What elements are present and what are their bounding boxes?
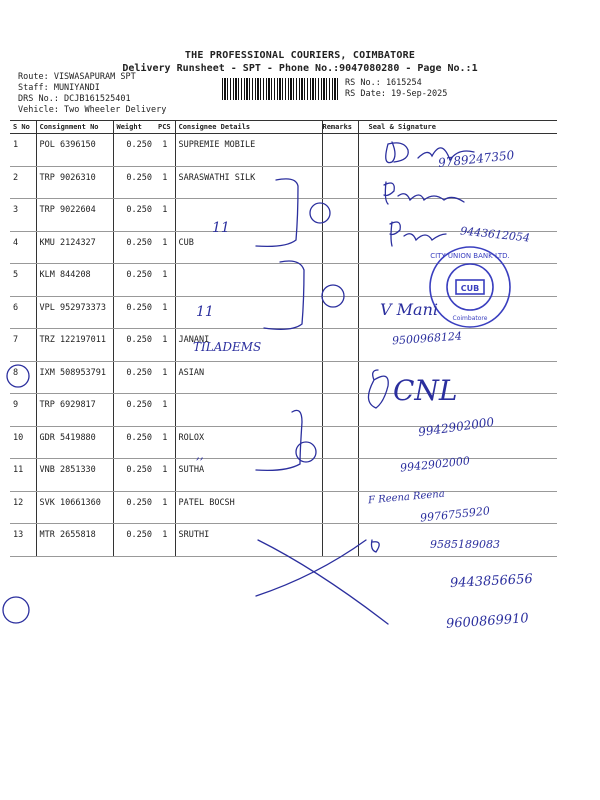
row-consignment-no: GDR 5419880 [36, 426, 113, 459]
row-sno: 3 [10, 199, 36, 232]
row-weight: 0.250 [113, 199, 155, 232]
row-pcs: 1 [155, 459, 175, 492]
row6-handwritten-consignee: TILADEMS [193, 340, 262, 354]
row-pcs: 1 [155, 329, 175, 362]
row-consignment-no: TRP 9022604 [36, 199, 113, 232]
row-consignment-no: POL 6396150 [36, 134, 113, 167]
vehicle-text: Vehicle: Two Wheeler Delivery [18, 105, 167, 115]
row1-handwritten-phone: 9789247350 [437, 148, 515, 170]
row11-handwritten-phone: 9585189083 [430, 538, 500, 551]
row8-bracket-mark [256, 410, 302, 470]
company-title: THE PROFESSIONAL COURIERS, COIMBATORE [184, 50, 416, 61]
col-sno-header: S No [10, 121, 36, 134]
row9-count-circle [296, 442, 316, 462]
row10-handwritten-phone: 9976755920 [419, 504, 491, 525]
row-pcs: 1 [155, 264, 175, 297]
row-consignee: SUTHA [175, 459, 322, 492]
row-consignee: SRUTHI [175, 524, 322, 557]
row-weight: 0.250 [113, 264, 155, 297]
col-consignment-header: Consignment No [36, 121, 113, 134]
row5-count-circle [322, 285, 344, 307]
row-sno: 5 [10, 264, 36, 297]
col-consignee-header: Consignee Details [175, 121, 322, 134]
staff-text: Staff: MUNIYANDI [18, 83, 100, 93]
row-sno: 10 [10, 426, 36, 459]
rs-date-text: RS Date: 19-Sep-2025 [345, 89, 448, 99]
row7-signature-8 [368, 370, 388, 408]
row-pcs: 1 [155, 361, 175, 394]
row-sno: 11 [10, 459, 36, 492]
row-consignment-no: VNB 2851330 [36, 459, 113, 492]
row-weight: 0.250 [113, 426, 155, 459]
drs-text: DRS No.: DCJB161525401 [18, 94, 131, 104]
row13-serial-circle [3, 597, 29, 623]
row-weight: 0.250 [113, 361, 155, 394]
route-text: Route: VISWASAPURAM SPT [18, 72, 136, 82]
stamp-location-text: Coimbatore [452, 315, 488, 322]
row13-handwritten-phone: 9600869910 [445, 611, 530, 632]
row-consignee: SARASWATHI SILK [175, 166, 322, 199]
row-pcs: 1 [155, 491, 175, 524]
row-sno: 12 [10, 491, 36, 524]
row-consignee: JANANI [175, 329, 322, 362]
row-pcs: 1 [155, 134, 175, 167]
row9-ditto-mark: ,, [196, 448, 204, 462]
row8-handwritten-phone: 9942902000 [417, 414, 495, 440]
row9-handwritten-phone: 9942902000 [399, 454, 471, 475]
row2-signature-scribble [384, 182, 464, 204]
row-pcs: 1 [155, 296, 175, 329]
row-consignee: SUPREMIE MOBILE [175, 134, 322, 167]
row-pcs: 1 [155, 524, 175, 557]
row-weight: 0.250 [113, 394, 155, 427]
row-consignment-no: MTR 2655818 [36, 524, 113, 557]
cross-out-stroke-1 [258, 540, 388, 624]
row-sno: 2 [10, 166, 36, 199]
row-pcs: 1 [155, 394, 175, 427]
row5-ditto-mark: 11 [196, 304, 214, 320]
row2-count-circle [310, 203, 330, 223]
row-consignment-no: VPL 952973373 [36, 296, 113, 329]
row-weight: 0.250 [113, 491, 155, 524]
cross-out-stroke-2 [256, 540, 366, 596]
row5-bracket-mark [264, 261, 304, 329]
col-weight-header: Weight [113, 121, 155, 134]
row-consignment-no: KLM 844208 [36, 264, 113, 297]
row-sno: 4 [10, 231, 36, 264]
row-consignment-no: TRP 9026310 [36, 166, 113, 199]
row3-signature-scribble [390, 222, 446, 246]
row-pcs: 1 [155, 199, 175, 232]
row-consignee: ROLOX [175, 426, 322, 459]
stamp-logo-text: CUB [460, 284, 480, 293]
row3-ditto-mark: 11 [212, 220, 230, 236]
row-sno: 9 [10, 394, 36, 427]
row-consignee: PATEL BOCSH [175, 491, 322, 524]
row-weight: 0.250 [113, 134, 155, 167]
col-remarks-header: Remarks [322, 121, 358, 134]
row-sno: 1 [10, 134, 36, 167]
row-weight: 0.250 [113, 524, 155, 557]
row10-handwritten-name: F Reena Reena [367, 488, 446, 507]
row-weight: 0.250 [113, 296, 155, 329]
row-sno: 6 [10, 296, 36, 329]
row-weight: 0.250 [113, 459, 155, 492]
row11-signature-scribble [372, 540, 380, 552]
row-weight: 0.250 [113, 329, 155, 362]
row-pcs: 1 [155, 426, 175, 459]
row-consignment-no: KMU 2124327 [36, 231, 113, 264]
row5-handwritten-name: V Mani [380, 300, 438, 319]
row4-bracket-mark [256, 179, 298, 247]
row7-handwritten-remark: CNL [393, 374, 458, 407]
row-consignment-no: TRP 6929817 [36, 394, 113, 427]
row-sno: 7 [10, 329, 36, 362]
row3-handwritten-phone: 9443612054 [459, 224, 531, 245]
row-consignee: ASIAN [175, 361, 322, 394]
row12-handwritten-phone: 9443856656 [449, 571, 534, 592]
runsheet-subtitle: Delivery Runsheet - SPT - Phone No.:9047080280 - Page No.:1 [122, 63, 478, 74]
row-pcs: 1 [155, 166, 175, 199]
row7-serial-circle [7, 365, 29, 387]
row-consignment-no: TRZ 122197011 [36, 329, 113, 362]
row-consignee: CUB [175, 231, 322, 264]
col-seal-header: Seal & Signature [358, 121, 557, 134]
row6-handwritten-phone: 9500968124 [391, 329, 463, 348]
row-weight: 0.250 [113, 166, 155, 199]
stamp-bank-text: CITY UNION BANK LTD. [430, 252, 510, 260]
row-sno: 13 [10, 524, 36, 557]
row-consignment-no: SVK 10661360 [36, 491, 113, 524]
rs-number-text: RS No.: 1615254 [345, 78, 422, 88]
row-consignment-no: IXM 508953791 [36, 361, 113, 394]
row-pcs: 1 [155, 231, 175, 264]
row-weight: 0.250 [113, 231, 155, 264]
col-pcs-header: PCS [155, 121, 175, 134]
row-sno: 8 [10, 361, 36, 394]
